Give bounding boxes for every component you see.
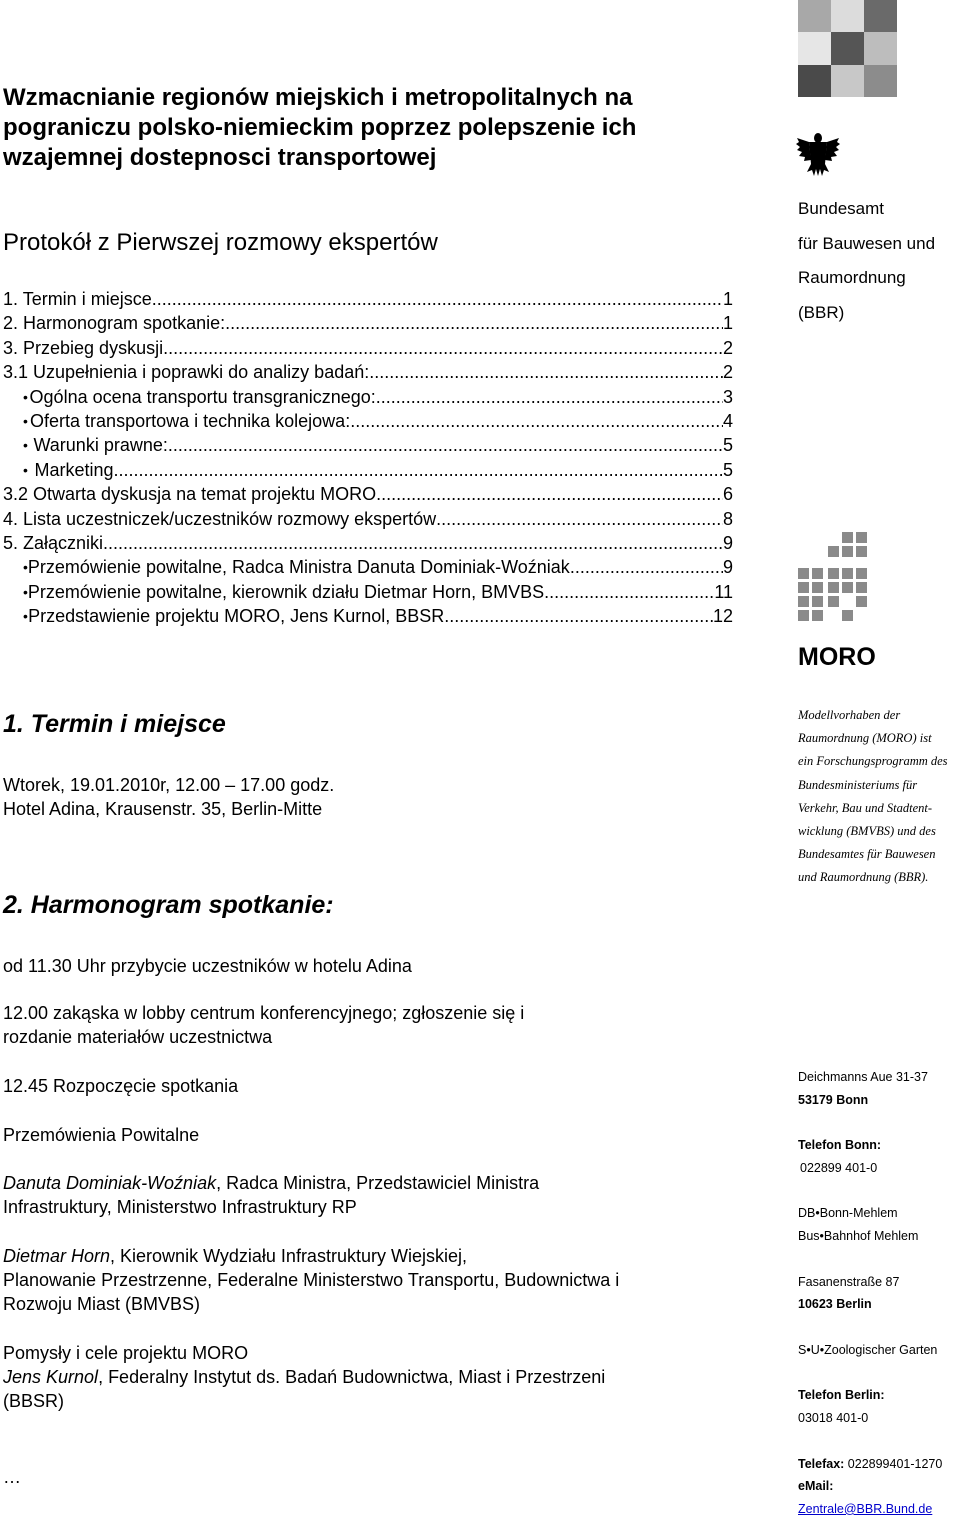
speaker-2-name: Dietmar Horn	[3, 1246, 111, 1266]
phone-bonn: 022899 401-0	[800, 1160, 878, 1175]
caption-line: Bundesamtes für Bauwesen	[798, 847, 936, 862]
toc-leader-dots	[436, 509, 723, 530]
fax-label: Telefax:	[798, 1456, 845, 1471]
transit-berlin: S•U•Zoologischer Garten	[798, 1342, 938, 1357]
toc-entry-text: 3. Przebieg dyskusji	[3, 337, 164, 358]
bullet-icon: •	[23, 583, 28, 600]
caption-line: ein Forschungsprogramm des	[798, 754, 948, 769]
transit-bonn-bus: Bus•Bahnhof Mehlem	[798, 1228, 919, 1243]
toc-entry[interactable]	[3, 338, 733, 362]
toc-entry[interactable]	[3, 582, 733, 606]
toc-entry-text: Przedstawienie projektu MORO, Jens Kurnol, BBSR	[28, 606, 445, 627]
toc-entry-text: 4. Lista uczestniczek/uczestników rozmowy ekspertów	[3, 508, 437, 529]
toc-leader-dots	[369, 362, 723, 383]
bbr-line: Bundesamt	[798, 199, 884, 218]
bullet-icon: •	[23, 559, 28, 576]
schedule-snack-line: rozdanie materiałów uczestnictwa	[3, 1027, 273, 1047]
toc-leader-dots	[376, 387, 723, 408]
toc-leader-dots	[376, 484, 723, 505]
street-bonn: Deichmanns Aue 31-37	[798, 1070, 928, 1084]
moro-ideas-label: Pomysły i cele projektu MORO	[3, 1343, 249, 1363]
bbr-square-logo	[798, 0, 897, 97]
bbr-line: für Bauwesen und	[798, 233, 936, 253]
toc-page-number: 12	[712, 606, 733, 627]
toc-entry-text: 3.1 Uzupełnienia i poprawki do analizy badań:	[3, 362, 370, 383]
schedule-snack-line: 12.00 zakąska w lobby centrum konferencyjnego; zgłoszenie się i	[3, 1003, 525, 1023]
toc-leader-dots	[544, 582, 714, 603]
toc-entry-text: Przemówienie powitalne, Radca Ministra Danuta Dominiak-Woźniak	[27, 557, 570, 578]
toc-leader-dots	[163, 338, 723, 359]
toc-page-number: 1	[722, 289, 733, 309]
location-line: Hotel Adina, Krausenstr. 35, Berlin-Mitte	[3, 799, 323, 819]
toc-entry-text: 2. Harmonogram spotkanie:	[3, 313, 226, 334]
toc-entry[interactable]	[3, 435, 733, 459]
toc-entry[interactable]	[3, 606, 733, 630]
bullet-icon: •	[23, 608, 28, 625]
speaker-1-name: Danuta Dominiak-Woźniak	[3, 1173, 217, 1193]
email-label: eMail:	[798, 1479, 834, 1494]
phone-berlin-label: Telefon Berlin:	[798, 1388, 885, 1403]
speaker-2-role-line3: Rozwoju Miast (BMVBS)	[3, 1294, 201, 1314]
document-title	[3, 83, 773, 173]
toc-leader-dots	[570, 557, 723, 578]
speaker-2-role: , Kierownik Wydziału Infrastruktury Wiejskiej,	[110, 1246, 467, 1266]
city-bonn: 53179 Bonn	[798, 1092, 869, 1107]
moro-logo-text: MORO	[798, 643, 876, 671]
date-line: Wtorek, 19.01.2010r, 12.00 – 17.00 godz.	[3, 775, 335, 795]
title-line: pograniczu polsko-niemieckim poprzez polepszenie ich	[3, 114, 637, 141]
speaker-1-role-line2: Infrastruktury, Ministerstwo Infrastruktury RP	[3, 1197, 357, 1217]
toc-page-number: 5	[722, 459, 733, 480]
toc-leader-dots	[152, 289, 723, 310]
bullet-icon: •	[23, 412, 28, 429]
toc-entry[interactable]	[3, 387, 733, 411]
bullet-icon: •	[23, 388, 28, 405]
title-line: wzajemnej dostepnosci transportowej	[3, 144, 437, 171]
toc-entry-text: Warunki prawne:	[33, 435, 168, 456]
toc-page-number: 2	[722, 362, 733, 383]
federal-eagle-icon	[795, 130, 841, 178]
toc-page-number: 8	[722, 508, 733, 529]
fax-number: 022899401-1270	[844, 1456, 943, 1471]
speaker-1	[3, 1171, 539, 1219]
city-berlin: 10623 Berlin	[798, 1297, 872, 1312]
toc-entry-text: 5. Załączniki	[3, 532, 104, 553]
toc-page-number: 9	[722, 557, 733, 578]
toc-page-number: 9	[722, 532, 733, 553]
toc-entry[interactable]	[3, 533, 733, 557]
toc-entry-text: 1. Termin i miejsce	[3, 289, 152, 309]
toc-leader-dots	[444, 606, 713, 627]
toc-entry-text: Marketing	[34, 459, 114, 480]
toc-page-number: 2	[722, 337, 733, 358]
bullet-icon: •	[23, 461, 28, 478]
toc-page-number: 4	[722, 410, 733, 431]
toc-leader-dots	[225, 313, 723, 334]
caption-line: Bundesministeriums für	[798, 777, 918, 792]
toc-page-number: 1	[722, 313, 733, 334]
toc-leader-dots	[350, 411, 723, 432]
schedule-arrival: od 11.30 Uhr przybycie uczestników w hotelu Adina	[3, 956, 412, 976]
phone-berlin: 03018 401-0	[798, 1410, 869, 1425]
toc-entry[interactable]	[3, 557, 733, 581]
speaker-3-role-line2: (BBSR)	[3, 1391, 65, 1411]
speaker-2-role-line2: Planowanie Przestrzenne, Federalne Ministerstwo Transportu, Budownictwa i	[3, 1270, 620, 1290]
speaker-3	[3, 1341, 605, 1413]
toc-leader-dots	[168, 435, 723, 456]
caption-line: wicklung (BMVBS) und des	[798, 824, 936, 839]
toc-entry[interactable]	[3, 484, 733, 508]
title-line: Wzmacnianie regionów miejskich i metropolitalnych na	[3, 84, 633, 111]
caption-line: Verkehr, Bau und Stadtent-	[798, 800, 933, 815]
street-berlin: Fasanenstraße 87	[798, 1274, 900, 1289]
toc-entry[interactable]	[3, 362, 733, 386]
moro-logo-icon	[798, 532, 878, 636]
toc-entry[interactable]	[3, 460, 733, 484]
bullet-icon: •	[23, 437, 28, 454]
protocol-title: Protokół z Pierwszej rozmowy ekspertów	[3, 229, 438, 256]
toc-page-number: 5	[722, 435, 733, 456]
speaker-3-role: , Federalny Instytut ds. Badań Budownictwa, Miast i Przestrzeni	[98, 1367, 606, 1387]
phone-bonn-label: Telefon Bonn:	[798, 1138, 882, 1153]
transit-bonn-rail: DB•Bonn-Mehlem	[798, 1206, 898, 1221]
bbr-line: Raumordnung	[798, 268, 906, 287]
toc-entry[interactable]	[3, 509, 733, 533]
toc-entry[interactable]	[3, 411, 733, 435]
toc-entry[interactable]	[3, 289, 733, 313]
ellipsis: …	[3, 1467, 21, 1487]
toc-entry-text: Oferta transportowa i technika kolejowa:	[30, 410, 351, 431]
section-1-body	[3, 773, 334, 821]
bbr-name	[798, 192, 935, 330]
bbr-line: (BBR)	[798, 302, 845, 322]
caption-line: und Raumordnung (BBR).	[798, 870, 929, 885]
contact-block	[798, 1066, 960, 1520]
speaker-2	[3, 1244, 619, 1316]
toc-entry-text: Przemówienie powitalne, kierownik działu Dietmar Horn, BMVBS	[27, 581, 545, 602]
speaker-3-name: Jens Kurnol	[3, 1367, 99, 1387]
section-2-heading: 2. Harmonogram spotkanie:	[3, 891, 334, 919]
toc-entry-text: 3.2 Otwarta dyskusja na temat projektu MORO	[3, 484, 377, 505]
caption-line: Modellvorhaben der	[798, 708, 901, 722]
caption-line: Raumordnung (MORO) ist	[798, 731, 932, 746]
email-link[interactable]: Zentrale@BBR.Bund.de	[798, 1501, 933, 1516]
section-1-heading: 1. Termin i miejsce	[3, 710, 226, 738]
welcome-speeches-label: Przemówienia Powitalne	[3, 1125, 200, 1145]
toc-page-number: 3	[722, 386, 733, 407]
schedule-snack	[3, 1001, 524, 1049]
toc-page-number: 6	[722, 484, 733, 505]
toc-entry[interactable]	[3, 313, 733, 337]
speaker-1-role: , Radca Ministra, Przedstawiciel Ministra	[216, 1173, 540, 1193]
schedule-start: 12.45 Rozpoczęcie spotkania	[3, 1076, 239, 1096]
toc-page-number: 11	[714, 581, 733, 602]
toc-entry-text: Ogólna ocena transportu transgranicznego:	[29, 386, 376, 407]
toc-leader-dots	[103, 533, 723, 554]
moro-caption	[798, 704, 960, 890]
table-of-contents	[3, 289, 733, 630]
toc-leader-dots	[114, 460, 723, 481]
